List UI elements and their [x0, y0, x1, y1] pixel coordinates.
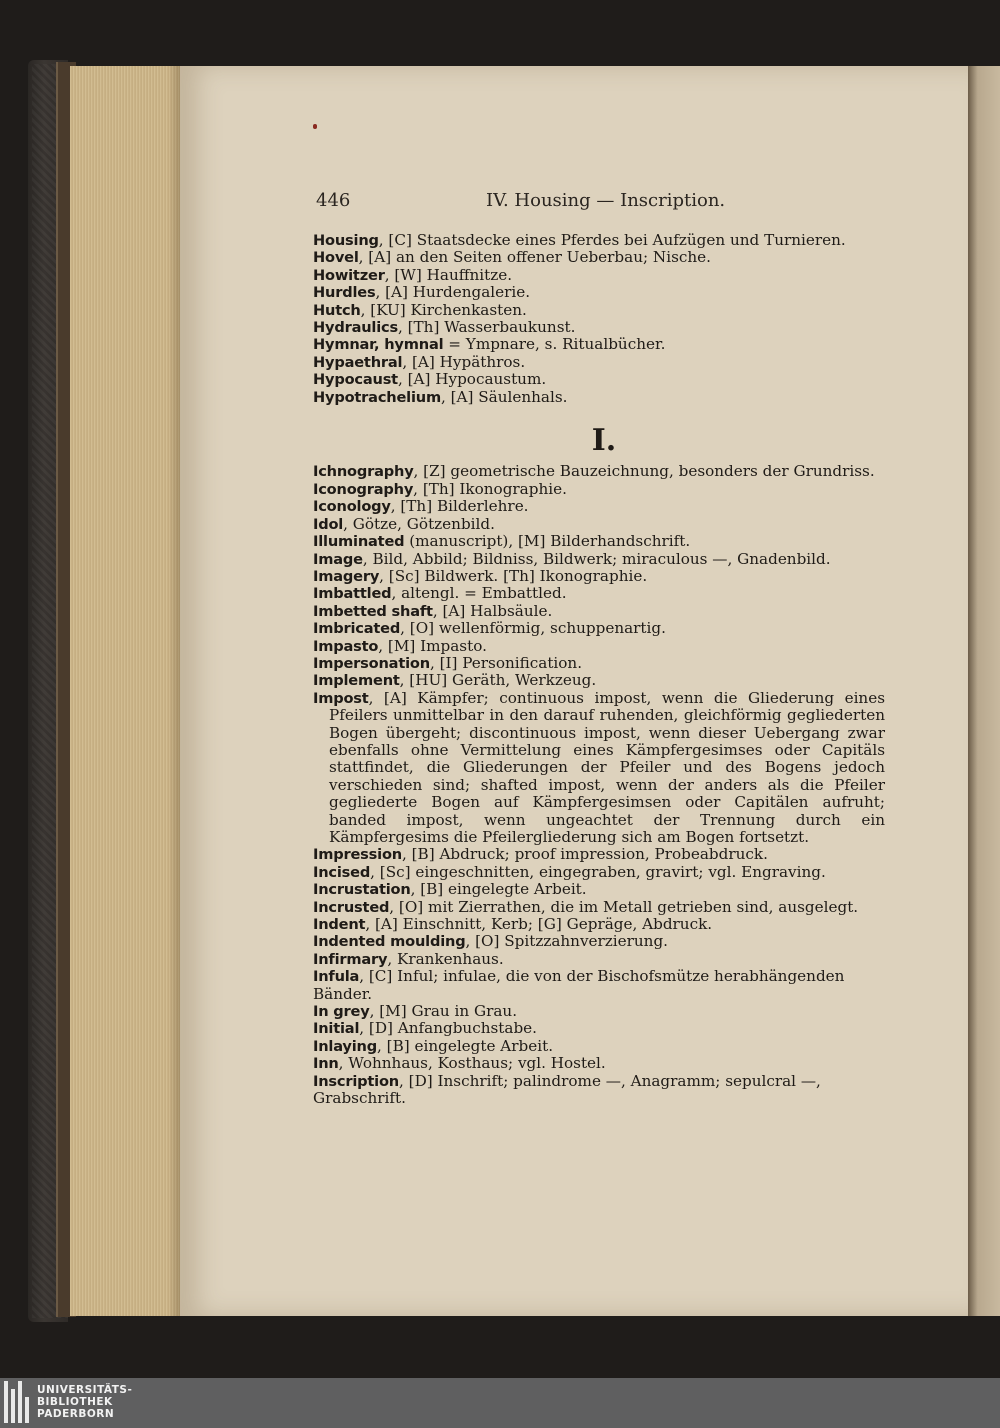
entry-headword: Impost: [313, 689, 369, 707]
entry-headword: Imbattled: [313, 585, 392, 603]
dictionary-entry: [313, 389, 885, 406]
dictionary-entry: [313, 1055, 885, 1072]
dictionary-entry: [313, 672, 885, 689]
dictionary-entry: [313, 354, 885, 371]
entry-definition: , [KU] Kirchenkasten.: [360, 300, 527, 319]
entry-definition: , [D] Anfangbuchstabe.: [359, 1019, 537, 1038]
page-stack-edge: [70, 66, 182, 1316]
library-logo-text: [37, 1384, 132, 1420]
entry-definition: , [M] Impasto.: [378, 636, 487, 655]
entry-definition: , [O] mit Zierrathen, die im Metall getrieben sind, ausgelegt.: [389, 897, 859, 916]
entry-headword: Imbetted shaft: [313, 602, 433, 620]
entry-definition: , [A] Einschnitt, Kerb; [G] Gepräge, Abdruck.: [365, 915, 713, 934]
library-logo[interactable]: [4, 1381, 132, 1423]
dictionary-entry: [313, 603, 885, 620]
entry-definition: , Wohnhaus, Kosthaus; vgl. Hostel.: [338, 1054, 606, 1073]
dictionary-entry: [313, 267, 885, 284]
entry-headword: Implement: [313, 672, 400, 690]
dictionary-entry: [313, 336, 885, 353]
dictionary-entry: [313, 655, 885, 672]
entry-headword: Howitzer: [313, 266, 385, 284]
entry-definition: , [Th] Bilderlehre.: [390, 497, 529, 516]
entry-headword: Inscription: [313, 1072, 399, 1090]
entry-headword: Ichnography: [313, 463, 414, 481]
dictionary-entry: [313, 899, 885, 916]
dictionary-entry: [313, 481, 885, 498]
entry-definition: , [A] Hypäthros.: [402, 352, 526, 371]
dictionary-entry: [313, 1020, 885, 1037]
dictionary-entry: [313, 284, 885, 301]
entry-headword: Hypotrachelium: [313, 388, 441, 406]
entry-headword: In grey: [313, 1003, 370, 1021]
dictionary-entry: [313, 846, 885, 863]
entry-definition: , [Th] Wasserbaukunst.: [397, 318, 576, 337]
entry-definition: , [O] Spitzzahnverzierung.: [465, 932, 669, 951]
dictionary-entry: [313, 881, 885, 898]
entry-headword: Initial: [313, 1020, 360, 1038]
dictionary-entry: [313, 585, 885, 602]
dictionary-entry: [313, 302, 885, 319]
dictionary-entry: [313, 1073, 885, 1108]
entry-headword: Infula: [313, 968, 360, 986]
section-letter: I.: [591, 423, 617, 459]
entry-headword: Incised: [313, 863, 371, 881]
entry-definition: , altengl. = Embattled.: [391, 584, 567, 603]
entry-definition: , [W] Hauffnitze.: [384, 265, 513, 284]
page-number: 446: [316, 190, 351, 211]
entry-headword: Imagery: [313, 567, 380, 585]
entry-headword: Hypaethral: [313, 353, 403, 371]
entry-definition: , [I] Personification.: [429, 653, 583, 672]
entry-definition: , [A] Säulenhals.: [440, 387, 568, 406]
entry-definition: , [Th] Ikonographie.: [413, 479, 567, 498]
entry-definition: = Ympnare, s. Ritualbücher.: [443, 335, 666, 354]
entry-headword: Incrusted: [313, 898, 390, 916]
dictionary-entry: [313, 551, 885, 568]
entry-definition: , [C] Inful; infulae, die von der Bischofsmütze herabhängenden Bänder.: [313, 967, 845, 1003]
entries-h-group: [313, 232, 885, 406]
running-title: IV. Housing — Inscription.: [486, 190, 726, 211]
dictionary-entry: [313, 933, 885, 950]
dictionary-entry: [313, 516, 885, 533]
entry-headword: Hurdles: [313, 284, 376, 302]
dictionary-entry: [313, 951, 885, 968]
entry-headword: Housing: [313, 232, 379, 249]
facing-page-edge: [968, 66, 1000, 1316]
dictionary-entry: [313, 533, 885, 550]
entry-definition: , [A] Hurdengalerie.: [375, 283, 531, 302]
dictionary-entry: [313, 568, 885, 585]
entry-definition: , [A] Kämpfer; continuous impost, wenn die Gliederung eines Pfeilers unmittelbar in den darauf ruhenden, gleichförmig gegliederten Bogen übergeht; discontinuous impost, wenn dieser Uebergang zwar ebenfalls ohne Vermittelung eines Kämpfergesimses oder Capitäls stattfindet, die Gliederungen der Pfeiler und des Bogens jedoch verschieden sind; shafted impost, wenn der anders als die Pfeiler gegliederte Bogen auf Kämpfergesimsen oder Capitälen aufruht; banded impost, wenn ungeachtet der Trennung durch ein Kämpfergesims die Pfeilergliederung sich am Bogen fortsetzt.: [329, 688, 885, 846]
entry-headword: Inn: [313, 1055, 339, 1073]
entry-headword: Impersonation: [313, 654, 430, 672]
entry-headword: Iconography: [313, 480, 414, 498]
dictionary-entries: [313, 232, 885, 1108]
entries-i-group: [313, 463, 885, 1107]
dictionary-entry: [313, 1003, 885, 1020]
entry-definition: , [B] eingelegte Arbeit.: [376, 1036, 554, 1055]
entry-definition: , [A] Halbsäule.: [432, 601, 553, 620]
entry-headword: Hypocaust: [313, 371, 398, 389]
entry-definition: , [Sc] eingeschnitten, eingegraben, gravirt; vgl. Engraving.: [370, 862, 826, 881]
entry-definition: , [A] an den Seiten offener Ueberbau; Nische.: [358, 248, 711, 267]
entry-headword: Illuminated: [313, 533, 405, 551]
library-logo-icon: [4, 1381, 29, 1423]
dictionary-entry: [313, 968, 885, 1003]
dictionary-entry: [313, 463, 885, 480]
entry-headword: Iconology: [313, 498, 391, 516]
entry-headword: Image: [313, 550, 363, 568]
entry-headword: Hovel: [313, 249, 359, 267]
dictionary-entry: [313, 319, 885, 336]
ink-spot: [313, 124, 317, 129]
entry-headword: Hydraulics: [313, 319, 398, 337]
entry-definition: , [M] Grau in Grau.: [369, 1002, 518, 1021]
dictionary-entry: [313, 690, 885, 847]
entry-headword: Indented moulding: [313, 933, 466, 951]
library-footer-bar: [0, 1378, 1000, 1428]
dictionary-entry: [313, 620, 885, 637]
dictionary-entry: [313, 638, 885, 655]
dictionary-entry: [313, 864, 885, 881]
dictionary-entry: [313, 249, 885, 266]
entry-headword: Infirmary: [313, 950, 388, 968]
entry-headword: Hymnar, hymnal: [313, 336, 444, 354]
logo-line-1: UNIVERSITÄTS-: [37, 1384, 133, 1396]
entry-headword: Imbricated: [313, 620, 401, 638]
entry-definition: , Götze, Götzenbild.: [343, 514, 495, 533]
entry-headword: Incrustation: [313, 881, 411, 899]
logo-line-2: BIBLIOTHEK: [37, 1396, 113, 1408]
dictionary-entry: [313, 916, 885, 933]
dictionary-entry: [313, 371, 885, 388]
entry-definition: (manuscript), [M] Bilderhandschrift.: [404, 532, 691, 551]
entry-definition: , [D] Inschrift; palindrome —, Anagramm; sepulcral —, Grabschrift.: [313, 1071, 821, 1108]
entry-definition: , [Z] geometrische Bauzeichnung, besonders der Grundriss.: [413, 462, 875, 481]
entry-definition: , [B] Abdruck; proof impression, Probeabdruck.: [401, 845, 768, 864]
entry-headword: Inlaying: [313, 1037, 377, 1055]
entry-definition: , [C] Staatsdecke eines Pferdes bei Aufzügen und Turnieren.: [378, 231, 846, 249]
entry-definition: , Krankenhaus.: [387, 949, 504, 968]
entry-headword: Indent: [313, 916, 366, 934]
entry-headword: Impression: [313, 846, 402, 864]
entry-definition: , [A] Hypocaustum.: [397, 370, 547, 389]
entry-definition: , [B] eingelegte Arbeit.: [410, 880, 587, 899]
entry-headword: Idol: [313, 515, 344, 533]
entry-headword: Impasto: [313, 637, 379, 655]
dictionary-entry: [313, 1038, 885, 1055]
entry-definition: , Bild, Abbild; Bildniss, Bildwerk; miraculous —, Gnadenbild.: [362, 549, 831, 568]
entry-definition: , [Sc] Bildwerk. [Th] Ikonographie.: [379, 566, 648, 585]
entry-headword: Hutch: [313, 301, 361, 319]
logo-line-3: PADERBORN: [37, 1408, 115, 1420]
entry-definition: , [O] wellenförmig, schuppenartig.: [400, 619, 666, 638]
dictionary-entry: [313, 498, 885, 515]
dictionary-entry: [313, 232, 885, 249]
entry-definition: , [HU] Geräth, Werkzeug.: [399, 671, 597, 690]
